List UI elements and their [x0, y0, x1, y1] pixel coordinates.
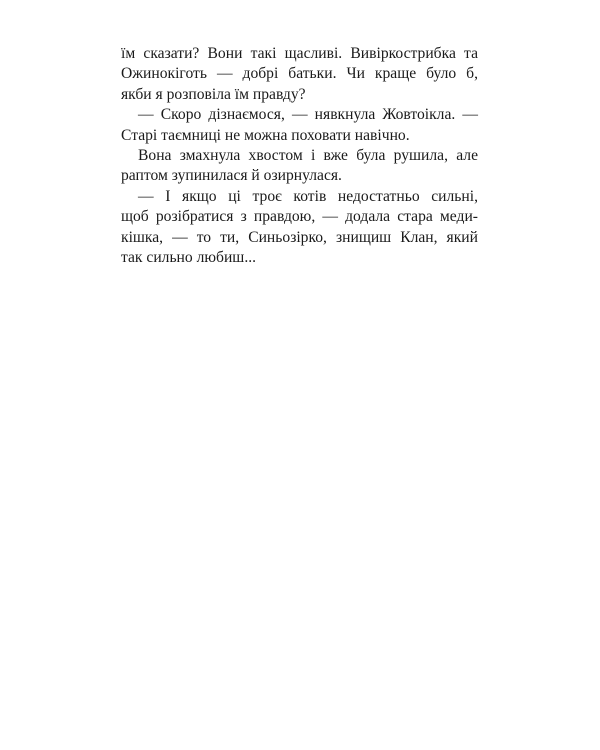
body-text: [121, 44, 478, 268]
paragraph-2: [121, 105, 478, 146]
paragraph-1: [121, 44, 478, 105]
paragraph-4: [121, 187, 478, 269]
text-line: Старі таємниці не можна поховати навічно.: [121, 126, 410, 144]
text-line: кішка, — то ти, Синьозірко, знищиш Клан, який: [121, 228, 478, 246]
text-line: раптом зупинилася й озирнулася.: [121, 167, 342, 185]
text-line: — І якщо ці троє котів недостатньо сильні,: [138, 187, 478, 205]
text-line: щоб розібратися з правдою, — додала стара меди-: [121, 208, 478, 226]
text-line: так сильно любиш...: [121, 249, 257, 267]
text-line: Ожинокіготь — добрі батьки. Чи краще було б,: [121, 65, 478, 83]
text-line: Вона змахнула хвостом і вже була рушила, але: [138, 147, 478, 165]
paragraph-3: [121, 146, 478, 187]
text-line: якби я розповіла їм правду?: [121, 85, 306, 103]
text-line: — Скоро дізнаємося, — нявкнула Жовтоікла. —: [138, 106, 478, 124]
text-line: їм сказати? Вони такі щасливі. Вивіркострибка та: [121, 45, 478, 62]
